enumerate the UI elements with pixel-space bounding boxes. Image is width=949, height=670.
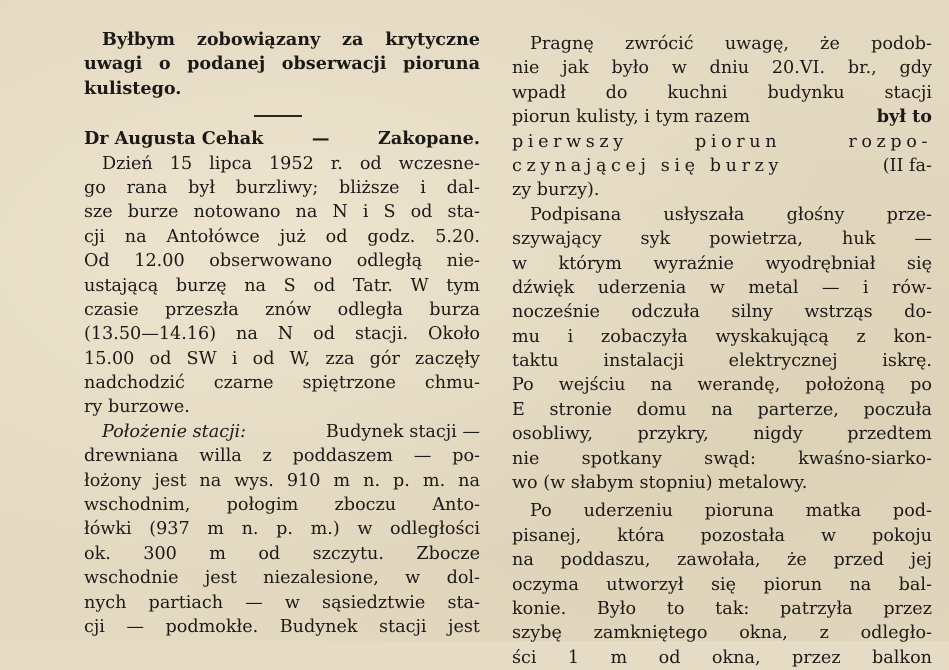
section-divider [84,101,480,127]
paragraph-first-lightning [512,32,932,203]
text-line: zy burzy). [512,180,600,201]
right-column [512,32,932,670]
text-line: go rana był burzliwy; bliższe i dal- [84,177,480,198]
text-line: szywający syk powietrza, huk — [512,229,932,250]
text-line: ok. 300 m od szczytu. Zbocze [84,543,480,564]
text-line: Podpisana usłyszała głośny prze- [530,204,932,225]
author-place: Zakopane. [378,128,480,150]
text-line: wpadł do kuchni budynku stacji [512,82,932,103]
text-line: nych partiach — w sąsiedztwie sta- [84,592,480,613]
text-line: Byłbym zobowiązany za krytyczne [102,29,480,50]
text-line: wschodnie jest niezalesione, w dol- [84,568,480,589]
divider-line [254,115,302,117]
text-line: łówki (937 m n. p. m.) w odległości [84,519,480,540]
paragraph-weather [84,152,480,420]
text-line: cji na Antołówce już od godz. 5.20. [84,226,480,247]
text-line: 15.00 od SW i od W, zza gór zaczęły [84,348,480,369]
text-line [512,105,932,129]
station-location-label: Położenie stacji: [102,421,247,442]
text-line: na poddaszu, zawołała, że przed jej [512,550,932,571]
text-line: osobliwy, przykry, nigdy przedtem [512,424,932,445]
station-location-text: Budynek stacji — [325,421,480,442]
text-line: czasie przeszła znów odległa burza [84,299,480,320]
paragraph-observation [512,203,932,496]
text-line: nie spotkany swąd: kwaśno-siarko- [512,448,932,469]
text-line: ści 1 m od okna, przez balkon [512,647,932,668]
text-line: E stronie domu na parterze, poczuła [512,399,932,420]
author-dash: — [311,128,330,150]
emphasis-text: był to [876,106,932,128]
text-line: ustającą burzę na S od Tatr. W tym [84,275,480,296]
text-line: wo (w słabym stopniu) metalowy. [512,473,808,494]
text-line: taktu instalacji elektrycznej iskrę. [512,351,932,372]
text-segment: (II fa- [882,155,932,176]
text-line [84,420,480,444]
intro-paragraph [84,28,480,101]
text-line: Od 12.00 obserwowano odległą nie- [84,251,480,272]
text-line: nocześnie odczuła silny wstrząs do- [512,302,932,323]
text-line: Po wejściu na werandę, położoną po [512,375,932,396]
text-line: cji — podmokłe. Budynek stacji jest [84,616,480,637]
text-segment: piorun kulisty, i tym razem [512,107,751,128]
paragraph-station-location [84,420,480,640]
author-name: Dr Augusta Cehak [84,128,264,150]
paragraph-mother-account [512,499,932,670]
text-line: mu i zobaczyła wyskakującą z kon- [512,326,932,347]
text-line: oczyma utworzył się piorun na bal- [512,574,932,595]
text-line: w którym wyraźnie wyodrębniał się [512,253,932,274]
author-heading [84,127,480,151]
text-line: kulistego. [84,77,182,99]
text-line: łożony jest na wys. 910 m n. p. m. na [84,470,480,491]
text-line: pisanej, która pozostała w pokoju [512,525,932,546]
spaced-emphasis-text: czynającej się burzy [512,155,784,176]
text-line: Pragnę zwrócić uwagę, że podob- [530,34,932,54]
text-line [512,154,932,178]
text-line: ry burzowe. [84,397,190,418]
text-line: nadchodzić czarne spiętrzone chmu- [84,373,480,394]
text-line: (13.50—14.16) na N od stacji. Około [84,324,480,345]
text-line: szybę zamkniętego okna, z odległo- [512,623,932,644]
text-line: wschodnim, połogim zboczu Anto- [84,495,480,516]
text-line: nie jak było w dniu 20.VI. br., gdy [512,58,932,79]
text-line: Po uderzeniu pioruna matka pod- [530,501,932,522]
text-line: Dzień 15 lipca 1952 r. od wczesne- [102,153,480,174]
text-line: konie. Było to tak: patrzyła przez [512,598,932,619]
text-line: drewniana willa z poddaszem — po- [84,446,480,467]
spaced-emphasis-line: pierwszy piorun rozpo- [512,131,932,152]
text-line: dźwięk uderzenia w metal — i rów- [512,277,932,298]
text-line: uwagi o podanej obserwacji pioruna [84,53,480,75]
text-line: sze burze notowano na N i S od sta- [84,202,480,223]
left-column [84,28,480,639]
